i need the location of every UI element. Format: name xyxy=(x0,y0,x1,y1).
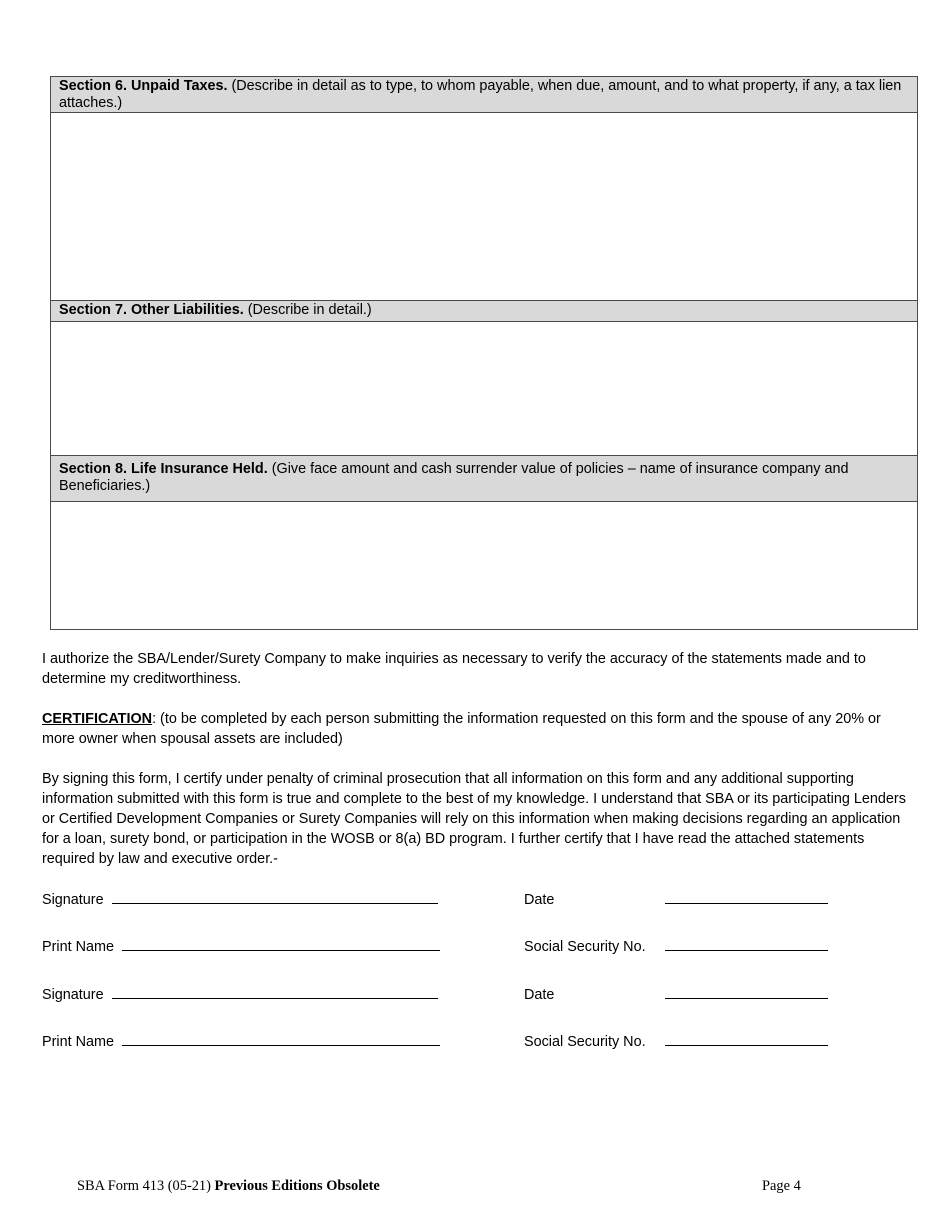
print-name-label-2: Print Name xyxy=(42,1034,114,1050)
date-row-1 xyxy=(524,889,828,909)
print-name-line-1[interactable] xyxy=(122,936,440,951)
ssn-row-2 xyxy=(524,1031,828,1051)
section-7-title: Section 7. Other Liabilities. xyxy=(59,302,244,318)
signature-row-1 xyxy=(42,889,438,909)
certification-intro: : (to be completed by each person submitting the information requested on this form and the spouse of any 20% or more owner when spousal assets are included) xyxy=(42,711,881,747)
section-8-header xyxy=(51,456,917,502)
certification-heading: CERTIFICATION xyxy=(42,711,153,727)
ssn-row-1 xyxy=(524,936,828,956)
form-id: SBA Form 413 (05-21) xyxy=(77,1178,215,1194)
date-label-1: Date xyxy=(524,892,555,908)
signature-line-1[interactable] xyxy=(112,889,438,904)
section-6-entry-area[interactable] xyxy=(51,113,917,301)
signature-row-2 xyxy=(42,984,438,1004)
print-name-row-2 xyxy=(42,1031,440,1051)
signature-line-2[interactable] xyxy=(112,984,438,999)
section-6-description: (Describe in detail as to type, to whom payable, when due, amount, and to what property, if any, a tax lien attaches.) xyxy=(59,78,902,111)
ssn-line-2[interactable] xyxy=(665,1031,828,1046)
signature-label-2: Signature xyxy=(42,987,104,1003)
section-7-entry-area[interactable] xyxy=(51,322,917,456)
date-row-2 xyxy=(524,984,828,1004)
section-8-entry-area[interactable] xyxy=(51,502,917,629)
section-8-description: (Give face amount and cash surrender value of policies – name of insurance company and Beneficiaries.) xyxy=(59,461,849,494)
liabilities-sections-table xyxy=(50,76,918,630)
date-line-2[interactable] xyxy=(665,984,828,999)
section-7-header xyxy=(51,301,917,322)
date-line-1[interactable] xyxy=(665,889,828,904)
print-name-line-2[interactable] xyxy=(122,1031,440,1046)
ssn-label-2: Social Security No. xyxy=(524,1034,646,1050)
ssn-line-1[interactable] xyxy=(665,936,828,951)
section-6-title: Section 6. Unpaid Taxes. xyxy=(59,78,228,94)
page-number: Page 4 xyxy=(762,1178,801,1194)
ssn-label-1: Social Security No. xyxy=(524,939,646,955)
certification-paragraph xyxy=(42,709,914,749)
section-7-description: (Describe in detail.) xyxy=(243,302,372,318)
certification-statement: By signing this form, I certify under penalty of criminal prosecution that all information on this form and any additional supporting information submitted with this form is true and complete to the best of my knowledge. I understand that SBA or its participating Lenders or Certified Development Companies or Surety Companies will rely on this information when making decisions regarding an application for a loan, surety bond, or participation in the WOSB or 8(a) BD program. I further certify that I have read the attached statements required by law and executive order.- xyxy=(42,771,906,867)
form-footer xyxy=(77,1178,380,1195)
print-name-label-1: Print Name xyxy=(42,939,114,955)
print-name-row-1 xyxy=(42,936,440,956)
section-8-title: Section 8. Life Insurance Held. xyxy=(59,461,268,477)
signature-label-1: Signature xyxy=(42,892,104,908)
obsolete-note: Previous Editions Obsolete xyxy=(214,1178,380,1194)
date-label-2: Date xyxy=(524,987,555,1003)
section-6-header xyxy=(51,77,917,113)
authorization-paragraph: I authorize the SBA/Lender/Surety Company to make inquiries as necessary to verify the accuracy of the statements made and to determine my creditworthiness. xyxy=(42,651,866,687)
